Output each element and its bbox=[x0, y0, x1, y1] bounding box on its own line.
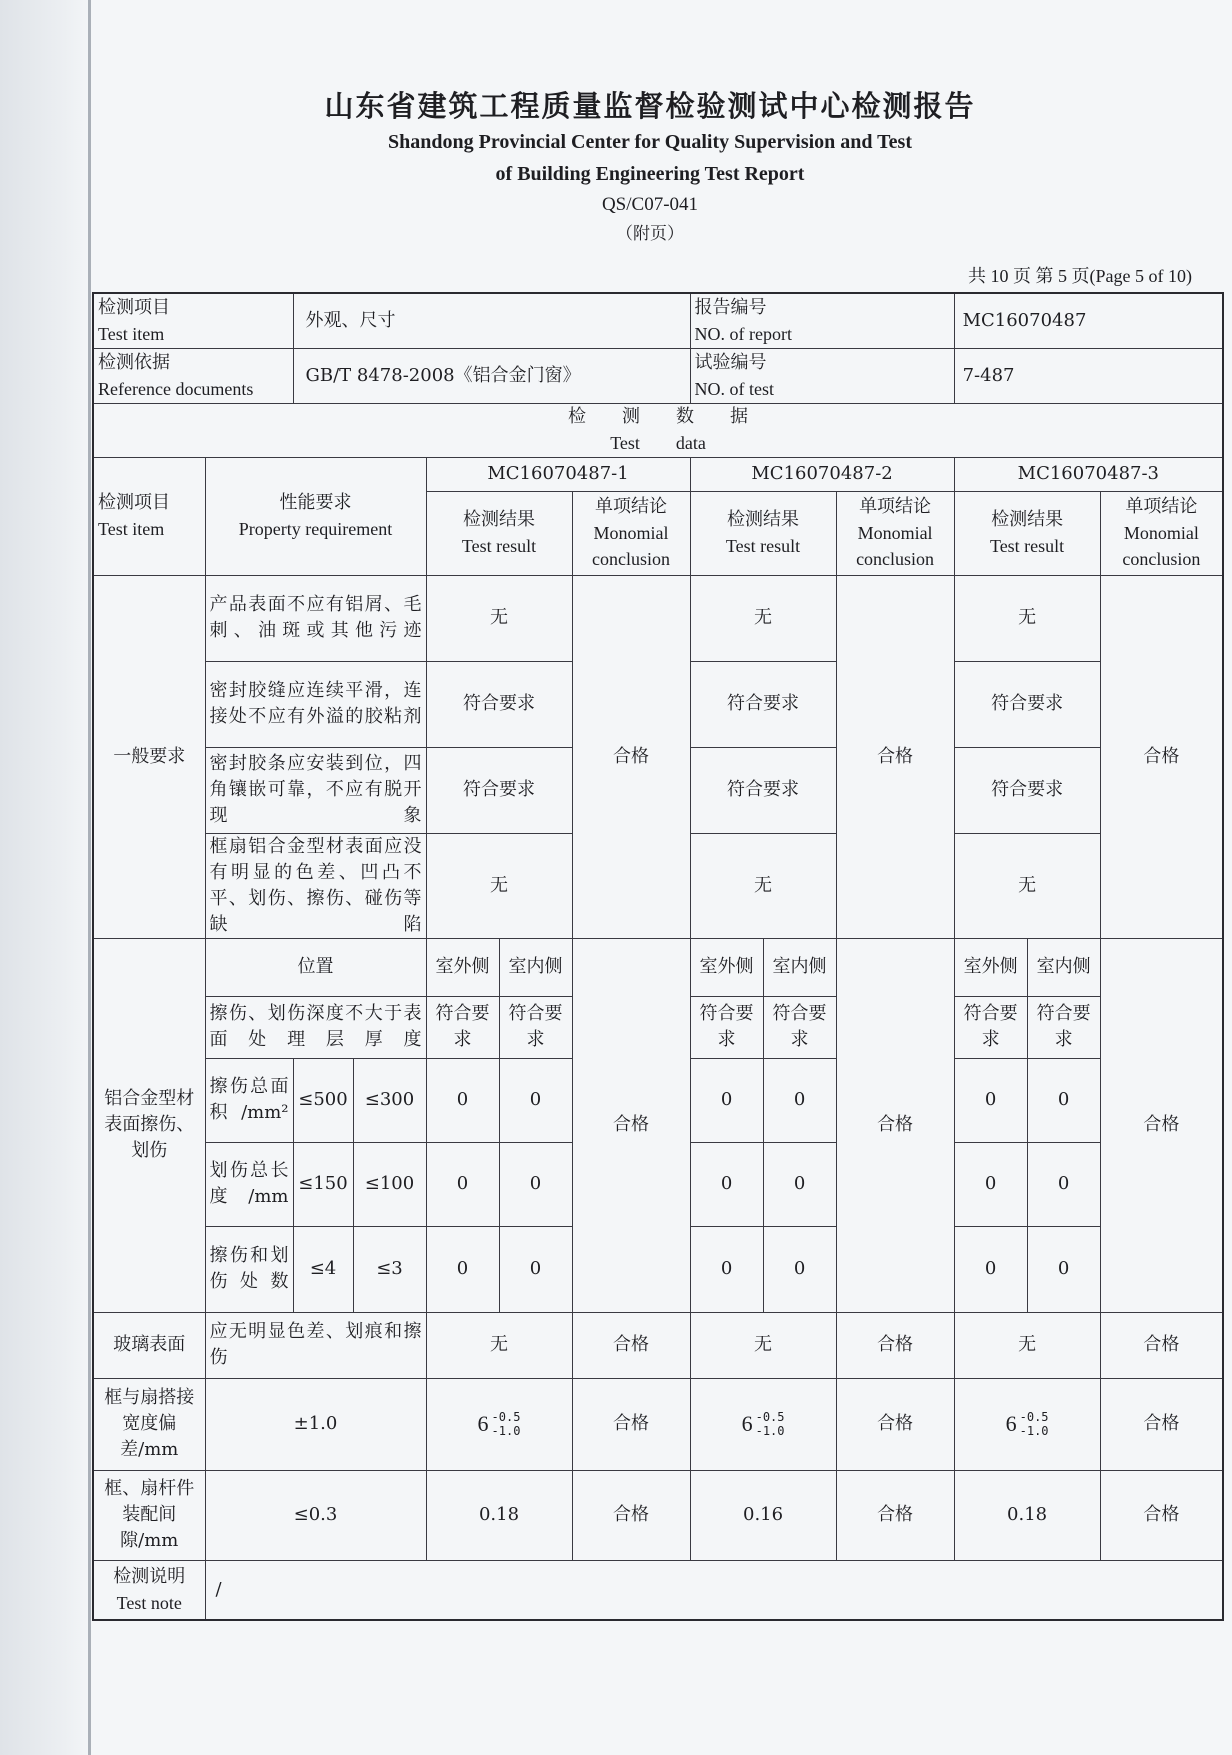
inner-side-label: 室内侧 bbox=[1027, 938, 1100, 996]
result-cell: 无 bbox=[954, 575, 1100, 661]
profile-category: 铝合金型材表面擦伤、划伤 bbox=[93, 938, 205, 1312]
label-cn: 试验编号 bbox=[694, 351, 767, 373]
sample-1-header: MC16070487-1 bbox=[426, 457, 690, 491]
outer-side-label: 室外侧 bbox=[690, 938, 763, 996]
conclusion-cell: 合格 bbox=[1100, 938, 1223, 1312]
conclusion-cell: 合格 bbox=[572, 938, 690, 1312]
label-en: Monomial bbox=[593, 523, 669, 543]
label-en: NO. of test bbox=[694, 378, 775, 399]
tolerance-value bbox=[1006, 1410, 1049, 1438]
requirement-value: ±1.0 bbox=[205, 1378, 426, 1470]
label-en: Test note bbox=[116, 1592, 182, 1613]
result-cell: 符合要求 bbox=[763, 996, 836, 1058]
title-cn: 山东省建筑工程质量监督检验测试中心检测报告 bbox=[324, 89, 976, 123]
binding-line bbox=[88, 0, 91, 1755]
tolerance-value bbox=[478, 1410, 521, 1438]
label-cn: 报告编号 bbox=[694, 296, 767, 318]
result-cell: 符合要求 bbox=[954, 747, 1100, 833]
heading-en: Test data bbox=[610, 433, 706, 453]
report-header bbox=[0, 86, 1232, 248]
general-category: 一般要求 bbox=[93, 575, 205, 938]
conclusion-cell: 合格 bbox=[572, 1312, 690, 1378]
tolerance-lower: -1.0 bbox=[755, 1423, 785, 1438]
requirement-text: 密封胶缝应连续平滑，连接处不应有外溢的胶粘剂 bbox=[205, 661, 426, 747]
result-cell: 0 bbox=[1027, 1058, 1100, 1142]
col-conclusion bbox=[572, 491, 690, 575]
subtitle: （附页） bbox=[616, 224, 684, 244]
requirement-text: 划伤总长度/mm bbox=[205, 1142, 293, 1226]
position-label: 位置 bbox=[205, 938, 426, 996]
result-cell: 符合要求 bbox=[499, 996, 572, 1058]
test-item-value: 外观、尺寸 bbox=[293, 293, 690, 348]
report-no-value: MC16070487 bbox=[954, 293, 1223, 348]
col-test-result bbox=[690, 491, 836, 575]
result-cell: 0 bbox=[690, 1142, 763, 1226]
conclusion-cell: 合格 bbox=[1100, 1470, 1223, 1560]
inner-side-label: 室内侧 bbox=[763, 938, 836, 996]
profile-position-row bbox=[93, 938, 1223, 996]
info-row-2 bbox=[93, 348, 1223, 403]
label-en: Test result bbox=[725, 536, 801, 556]
result-cell: 符合要求 bbox=[426, 661, 572, 747]
label-en: Test item bbox=[98, 323, 165, 344]
result-cell: 符合要求 bbox=[954, 996, 1027, 1058]
gap-category: 框、扇杆件装配间隙/mm bbox=[93, 1470, 205, 1560]
label-en: NO. of report bbox=[694, 323, 793, 344]
label-en: Test result bbox=[461, 536, 537, 556]
result-cell bbox=[690, 1378, 836, 1470]
outer-side-label: 室外侧 bbox=[426, 938, 499, 996]
result-cell: 0 bbox=[1027, 1142, 1100, 1226]
tolerance-limits bbox=[492, 1410, 521, 1438]
tolerance-base: 6 bbox=[477, 1410, 489, 1436]
requirement-text: 框扇铝合金型材表面应没有明显的色差、凹凸不平、划伤、擦伤、碰伤等缺陷 bbox=[205, 833, 426, 938]
tolerance-upper: -0.5 bbox=[491, 1409, 521, 1424]
tolerance-upper: -0.5 bbox=[755, 1409, 785, 1424]
conclusion-cell: 合格 bbox=[836, 1378, 954, 1470]
outer-limit: ≤150 bbox=[293, 1142, 353, 1226]
result-cell: 0 bbox=[426, 1226, 499, 1312]
conclusion-cell: 合格 bbox=[836, 938, 954, 1312]
result-cell: 无 bbox=[426, 833, 572, 938]
test-data-heading bbox=[93, 403, 1223, 457]
conclusion-cell: 合格 bbox=[572, 575, 690, 938]
col-conclusion bbox=[1100, 491, 1223, 575]
tolerance-value bbox=[742, 1410, 785, 1438]
label-cn: 单项结论 bbox=[595, 496, 668, 517]
page-indicator: 共 10 页 第 5 页(Page 5 of 10) bbox=[968, 266, 1192, 286]
result-cell: 0 bbox=[499, 1058, 572, 1142]
label-en: Test item bbox=[98, 519, 165, 539]
result-cell: 无 bbox=[426, 1312, 572, 1378]
result-cell: 无 bbox=[426, 575, 572, 661]
result-cell: 0 bbox=[426, 1058, 499, 1142]
general-row-1 bbox=[93, 575, 1223, 661]
conclusion-cell: 合格 bbox=[1100, 1378, 1223, 1470]
result-cell: 0 bbox=[690, 1226, 763, 1312]
note-value: / bbox=[205, 1560, 1223, 1620]
result-cell: 符合要求 bbox=[690, 661, 836, 747]
label-cn: 单项结论 bbox=[859, 496, 932, 517]
label-cn: 检测说明 bbox=[113, 1565, 186, 1587]
outer-limit: ≤500 bbox=[293, 1058, 353, 1142]
conclusion-cell: 合格 bbox=[1100, 575, 1223, 938]
tolerance-limits bbox=[756, 1410, 785, 1438]
conclusion-cell: 合格 bbox=[572, 1470, 690, 1560]
result-cell: 0 bbox=[954, 1226, 1027, 1312]
label-en: conclusion bbox=[1122, 549, 1201, 569]
requirement-text: 产品表面不应有铝屑、毛刺、油斑或其他污迹 bbox=[205, 575, 426, 661]
info-row-1 bbox=[93, 293, 1223, 348]
label-en: Reference documents bbox=[98, 378, 254, 399]
overlap-category: 框与扇搭接宽度偏差/mm bbox=[93, 1378, 205, 1470]
label-cn: 检测结果 bbox=[727, 509, 800, 530]
result-cell: 0 bbox=[954, 1142, 1027, 1226]
label-cn: 检测项目 bbox=[98, 296, 170, 318]
label-en: Property requirement bbox=[238, 519, 393, 539]
title-en-line1: Shandong Provincial Center for Quality Supervision and Test bbox=[388, 131, 912, 153]
inner-side-label: 室内侧 bbox=[499, 938, 572, 996]
label-en: conclusion bbox=[592, 549, 671, 569]
inner-limit: ≤3 bbox=[353, 1226, 426, 1312]
requirement-text: 擦伤和划伤处数 bbox=[205, 1226, 293, 1312]
conclusion-cell: 合格 bbox=[572, 1378, 690, 1470]
result-cell: 0.18 bbox=[954, 1470, 1100, 1560]
label-cn: 单项结论 bbox=[1125, 496, 1198, 517]
tolerance-lower: -1.0 bbox=[491, 1423, 521, 1438]
reference-value: GB/T 8478-2008《铝合金门窗》 bbox=[293, 348, 690, 403]
tolerance-limits bbox=[1020, 1410, 1049, 1438]
sample-3-header: MC16070487-3 bbox=[954, 457, 1223, 491]
label-en: Monomial bbox=[857, 523, 933, 543]
test-data-row bbox=[93, 403, 1223, 457]
col-test-item bbox=[93, 457, 205, 575]
label-cn: 检测结果 bbox=[991, 509, 1064, 530]
tolerance-upper: -0.5 bbox=[1019, 1409, 1049, 1424]
result-cell: 0 bbox=[954, 1058, 1027, 1142]
result-cell bbox=[426, 1378, 572, 1470]
conclusion-cell: 合格 bbox=[836, 1470, 954, 1560]
requirement-text: 密封胶条应安装到位，四角镶嵌可靠，不应有脱开现象 bbox=[205, 747, 426, 833]
result-cell: 0 bbox=[763, 1058, 836, 1142]
requirement-text: 擦伤、划伤深度不大于表面处理层厚度 bbox=[205, 996, 426, 1058]
result-cell: 符合要求 bbox=[690, 996, 763, 1058]
conclusion-cell: 合格 bbox=[836, 1312, 954, 1378]
requirement-text: 应无明显色差、划痕和擦伤 bbox=[205, 1312, 426, 1378]
overlap-row bbox=[93, 1378, 1223, 1470]
col-test-result bbox=[426, 491, 572, 575]
col-property-requirement bbox=[205, 457, 426, 575]
result-cell: 0 bbox=[763, 1226, 836, 1312]
result-cell: 0.18 bbox=[426, 1470, 572, 1560]
heading-cn: 检 测 数 据 bbox=[568, 406, 749, 427]
note-row bbox=[93, 1560, 1223, 1620]
result-cell: 无 bbox=[954, 1312, 1100, 1378]
label-en: conclusion bbox=[856, 549, 935, 569]
glass-row bbox=[93, 1312, 1223, 1378]
glass-category: 玻璃表面 bbox=[93, 1312, 205, 1378]
binding-shadow bbox=[0, 0, 92, 1755]
requirement-value: ≤0.3 bbox=[205, 1470, 426, 1560]
result-cell: 符合要求 bbox=[954, 661, 1100, 747]
note-label bbox=[93, 1560, 205, 1620]
result-cell: 0 bbox=[1027, 1226, 1100, 1312]
conclusion-cell: 合格 bbox=[836, 575, 954, 938]
result-cell: 0 bbox=[426, 1142, 499, 1226]
reference-label bbox=[93, 348, 293, 403]
label-cn: 检测项目 bbox=[98, 492, 170, 513]
tolerance-base: 6 bbox=[741, 1410, 753, 1436]
result-cell: 无 bbox=[690, 575, 836, 661]
result-cell: 0 bbox=[499, 1226, 572, 1312]
sample-2-header: MC16070487-2 bbox=[690, 457, 954, 491]
conclusion-cell: 合格 bbox=[1100, 1312, 1223, 1378]
result-cell: 无 bbox=[690, 833, 836, 938]
result-cell: 无 bbox=[690, 1312, 836, 1378]
inner-limit: ≤300 bbox=[353, 1058, 426, 1142]
requirement-text: 擦伤总面积/mm² bbox=[205, 1058, 293, 1142]
test-item-label bbox=[93, 293, 293, 348]
report-no-label bbox=[690, 293, 954, 348]
result-cell: 0 bbox=[499, 1142, 572, 1226]
result-cell bbox=[954, 1378, 1100, 1470]
outer-side-label: 室外侧 bbox=[954, 938, 1027, 996]
result-cell: 符合要求 bbox=[1027, 996, 1100, 1058]
col-test-result bbox=[954, 491, 1100, 575]
tolerance-lower: -1.0 bbox=[1019, 1423, 1049, 1438]
label-en: Monomial bbox=[1123, 523, 1199, 543]
result-cell: 符合要求 bbox=[426, 996, 499, 1058]
report-table bbox=[92, 292, 1224, 1621]
form-code: QS/C07-041 bbox=[601, 194, 699, 215]
inner-limit: ≤100 bbox=[353, 1142, 426, 1226]
result-cell: 0 bbox=[690, 1058, 763, 1142]
outer-limit: ≤4 bbox=[293, 1226, 353, 1312]
label-cn: 检测依据 bbox=[98, 351, 170, 373]
test-no-label bbox=[690, 348, 954, 403]
title-en-line2: of Building Engineering Test Report bbox=[495, 163, 805, 185]
col-conclusion bbox=[836, 491, 954, 575]
result-cell: 符合要求 bbox=[426, 747, 572, 833]
tolerance-base: 6 bbox=[1005, 1410, 1017, 1436]
result-cell: 无 bbox=[954, 833, 1100, 938]
result-cell: 符合要求 bbox=[690, 747, 836, 833]
label-cn: 性能要求 bbox=[279, 492, 352, 513]
gap-row bbox=[93, 1470, 1223, 1560]
result-cell: 0.16 bbox=[690, 1470, 836, 1560]
label-en: Test result bbox=[989, 536, 1065, 556]
test-no-value: 7-487 bbox=[954, 348, 1223, 403]
result-cell: 0 bbox=[763, 1142, 836, 1226]
column-header-row-1 bbox=[93, 457, 1223, 491]
label-cn: 检测结果 bbox=[463, 509, 535, 530]
